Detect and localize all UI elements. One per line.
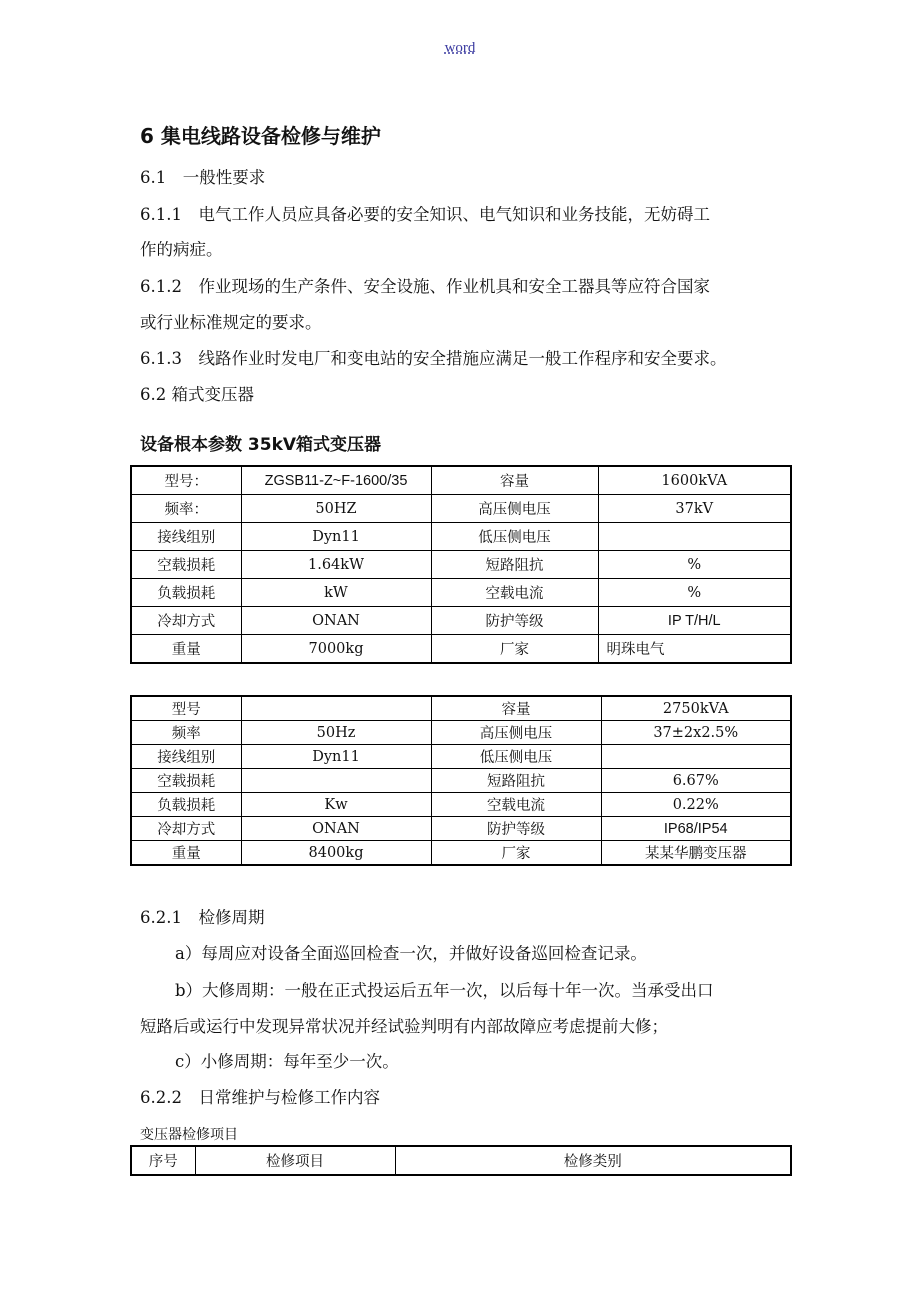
table-cell: 负载损耗 xyxy=(131,579,241,607)
table-row xyxy=(131,635,791,664)
table-row xyxy=(131,696,791,721)
table-row xyxy=(131,579,791,607)
table-row xyxy=(131,551,791,579)
table-cell: 空载损耗 xyxy=(131,551,241,579)
paragraph-6-1-1-line2: 作的病症。 xyxy=(140,240,223,259)
table-cell: 防护等级 xyxy=(431,607,598,635)
transformer-spec-table-2 xyxy=(130,695,792,866)
paragraph-6-2-1-a: a）每周应对设备全面巡回检查一次，并做好设备巡回检查记录。 xyxy=(175,944,647,963)
table-cell: IP68/IP54 xyxy=(601,817,791,841)
table-cell: 冷却方式 xyxy=(131,607,241,635)
section-6-2-2-title: 6.2.2 日常维护与检修工作内容 xyxy=(140,1088,380,1107)
table-cell: 7000kg xyxy=(241,635,431,664)
table-cell: 负载损耗 xyxy=(131,793,241,817)
table-cell: Dyn11 xyxy=(241,523,431,551)
table-cell: 频率 xyxy=(131,721,241,745)
table-row xyxy=(131,466,791,495)
table-cell: 50Hz xyxy=(241,721,431,745)
table-cell: 接线组别 xyxy=(131,745,241,769)
table-cell xyxy=(601,745,791,769)
table-cell: 防护等级 xyxy=(431,817,601,841)
table-cell: kW xyxy=(241,579,431,607)
paragraph-6-1-3: 6.1.3 线路作业时发电厂和变电站的安全措施应满足一般工作程序和安全要求。 xyxy=(140,349,727,368)
table-cell: 高压侧电压 xyxy=(431,721,601,745)
table3-caption: 变压器检修项目 xyxy=(140,1127,238,1143)
table-cell: ONAN xyxy=(241,817,431,841)
paragraph-6-1-1-line1: 6.1.1 电气工作人员应具备必要的安全知识、电气知识和业务技能，无妨碍工 xyxy=(140,205,710,224)
maintenance-items-table xyxy=(130,1145,792,1176)
transformer-spec-table-1 xyxy=(130,465,792,664)
table-cell: 某某华鹏变压器 xyxy=(601,841,791,866)
table-cell: 空载损耗 xyxy=(131,769,241,793)
table-cell: 重量 xyxy=(131,841,241,866)
table-cell: 8400kg xyxy=(241,841,431,866)
table-row xyxy=(131,523,791,551)
chapter-heading: 6 集电线路设备检修与维护 xyxy=(140,124,381,148)
table-cell: 频率： xyxy=(131,495,241,523)
table-cell: ONAN xyxy=(241,607,431,635)
table-row xyxy=(131,793,791,817)
table-cell: 1.64kW xyxy=(241,551,431,579)
table-row xyxy=(131,841,791,866)
section-6-1-title: 6.1 一般性要求 xyxy=(140,168,266,187)
table1-caption: 设备根本参数 35kV箱式变压器 xyxy=(140,435,382,455)
table-cell: Dyn11 xyxy=(241,745,431,769)
table-row xyxy=(131,817,791,841)
table-cell: 37kV xyxy=(598,495,791,523)
table-cell: 型号 xyxy=(131,696,241,721)
paragraph-6-2-1-c: c）小修周期：每年至少一次。 xyxy=(175,1052,399,1071)
paragraph-6-1-2-line1: 6.1.2 作业现场的生产条件、安全设施、作业机具和安全工器具等应符合国家 xyxy=(140,277,710,296)
table-cell: 低压侧电压 xyxy=(431,523,598,551)
section-6-2-1-title: 6.2.1 检修周期 xyxy=(140,908,265,927)
table-row xyxy=(131,745,791,769)
paragraph-6-1-2-line2: 或行业标准规定的要求。 xyxy=(140,313,322,332)
table-cell: 厂家 xyxy=(431,635,598,664)
table-cell: 0.22% xyxy=(601,793,791,817)
table-cell: 厂家 xyxy=(431,841,601,866)
table-cell: 空载电流 xyxy=(431,793,601,817)
table-cell: 型号： xyxy=(131,466,241,495)
table-cell: 低压侧电压 xyxy=(431,745,601,769)
table-cell xyxy=(241,696,431,721)
header-word-link[interactable]: word xyxy=(444,40,476,56)
section-6-2-title: 6.2 箱式变压器 xyxy=(140,385,254,404)
table-row xyxy=(131,721,791,745)
table-row xyxy=(131,769,791,793)
table-cell xyxy=(241,769,431,793)
table-cell: 短路阻抗 xyxy=(431,551,598,579)
table-cell: IP T/H/L xyxy=(598,607,791,635)
table-cell: Kw xyxy=(241,793,431,817)
table-cell: 重量 xyxy=(131,635,241,664)
table-cell: % xyxy=(598,551,791,579)
table-cell: 短路阻抗 xyxy=(431,769,601,793)
table-row xyxy=(131,495,791,523)
table-cell: 容量 xyxy=(431,466,598,495)
paragraph-6-2-1-b-line1: b）大修周期：一般在正式投运后五年一次，以后每十年一次。当承受出口 xyxy=(175,981,714,1000)
table-cell: % xyxy=(598,579,791,607)
table-cell: ZGSB11-Z~F-1600/35 xyxy=(241,466,431,495)
table-cell xyxy=(598,523,791,551)
table-cell: 2750kVA xyxy=(601,696,791,721)
table-cell: 6.67% xyxy=(601,769,791,793)
table-header-cell: 序号 xyxy=(131,1146,195,1175)
table-cell: 37±2x2.5% xyxy=(601,721,791,745)
table-cell: 高压侧电压 xyxy=(431,495,598,523)
table-cell: 50HZ xyxy=(241,495,431,523)
table-row xyxy=(131,607,791,635)
table-cell: 接线组别 xyxy=(131,523,241,551)
table-header-cell: 检修项目 xyxy=(195,1146,395,1175)
table-cell: 容量 xyxy=(431,696,601,721)
table-cell: 空载电流 xyxy=(431,579,598,607)
table-cell: 1600kVA xyxy=(598,466,791,495)
paragraph-6-2-1-b-line2: 短路后或运行中发现异常状况并经试验判明有内部故障应考虑提前大修； xyxy=(140,1017,668,1036)
table-header-cell: 检修类别 xyxy=(395,1146,791,1175)
table-cell: 冷却方式 xyxy=(131,817,241,841)
table-header-row xyxy=(131,1146,791,1175)
table-cell: 明珠电气 xyxy=(598,635,791,664)
